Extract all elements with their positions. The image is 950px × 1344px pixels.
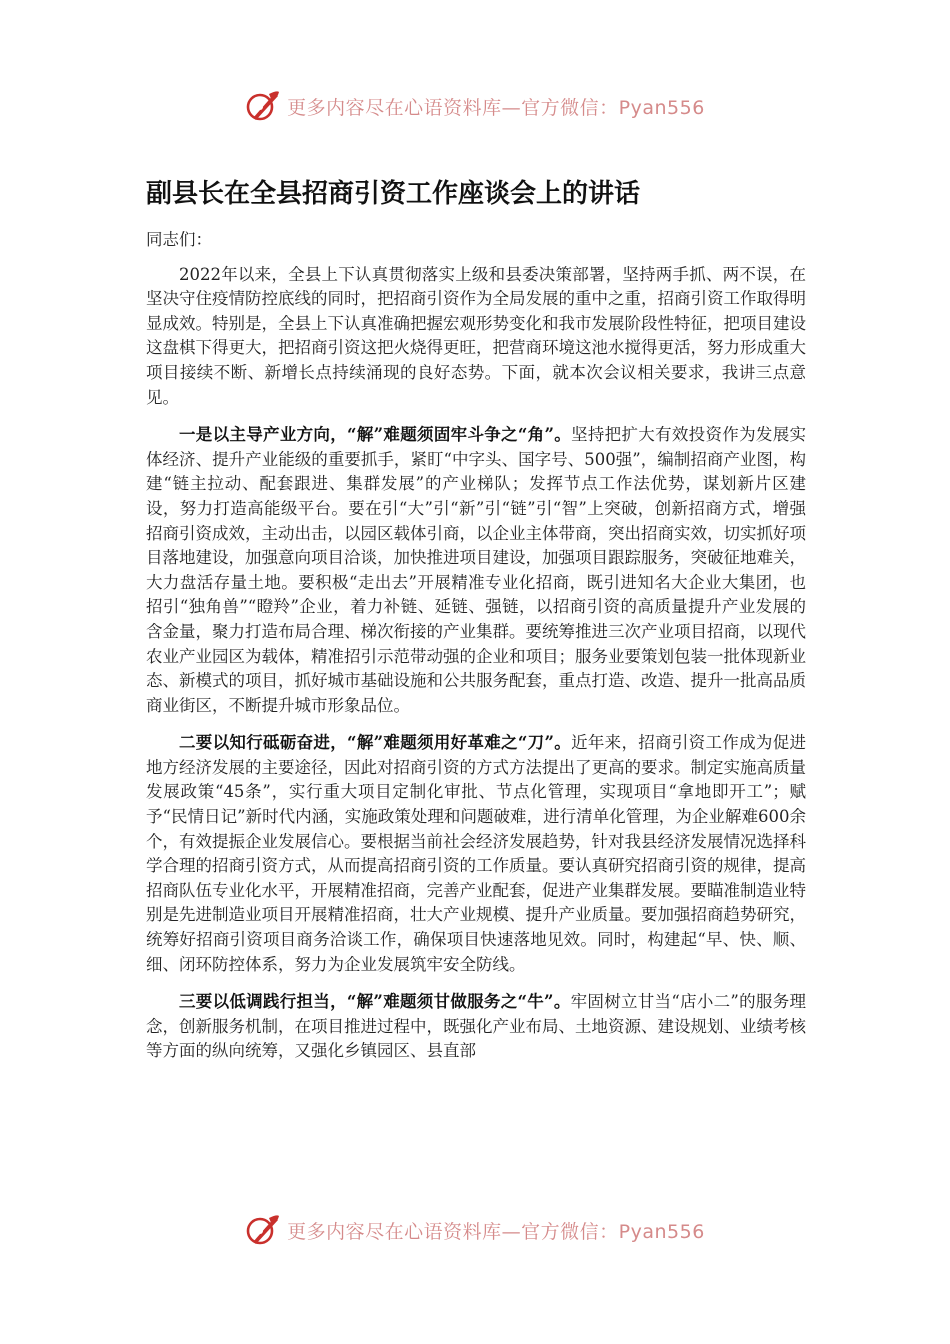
section-body-2: 近年来，招商引资工作成为促进地方经济发展的主要途径，因此对招商引资的方式方法提出了更高的要求。制定实施高质量发展政策“45条”，实行重大项目定制化审批、节点化管理，实现项目“拿地即开工”；赋予“民情日记”新时代内涵，实施政策处理和问题破难，进行清单化管理，为企业解难600余个，有效提振企业发展信心。要根据当前社会经济发展趋势，针对我县经济发展情况选择科学合理的招商引资方式，从而提高招商引资的工作质量。要认真研究招商引资的规律，提高招商队伍专业化水平，开展精准招商，完善产业配套，促进产业集群发展。要瞄准制造业特别是先进制造业项目开展精准招商，壮大产业规模、提升产业质量。要加强招商趋势研究，统筹好招商引资项目商务洽谈工作，确保项目快速落地见效。同时，构建起“早、快、顺、细、闭环防控体系，努力为企业发展筑牢安全防线。 (146, 733, 807, 974)
document-title: 副县长在全县招商引资工作座谈会上的讲话 (146, 179, 641, 209)
wechat-id: Pyan556 (618, 1220, 705, 1243)
quill-pen-logo-icon (245, 88, 281, 124)
watermark-text (287, 93, 705, 120)
watermark-label: 更多内容尽在心语资料库—官方微信： (287, 96, 619, 119)
quill-pen-logo-icon (245, 1212, 281, 1248)
section-paragraph-2 (146, 731, 806, 977)
section-heading-3: 三要以低调践行担当，“解”难题须甘做服务之“牛”。 (179, 992, 571, 1012)
watermark-label: 更多内容尽在心语资料库—官方微信： (287, 1220, 619, 1243)
watermark-text (287, 1217, 705, 1244)
section-paragraph-1 (146, 423, 806, 718)
salutation: 同志们： (146, 230, 212, 249)
watermark-banner-bottom (0, 1208, 950, 1252)
section-body-1: 坚持把扩大有效投资作为发展实体经济、提升产业能级的重要抓手，紧盯“中字头、国字号、500强”，编制招商产业图，构建“链主拉动、配套跟进、集群发展”的产业梯队；发挥节点工作法优势，谋划新片区建设，努力打造高能级平台。要在引“大”引“新”引“链”引“智”上突破，创新招商方式，增强招商引资成效，主动出击，以园区载体引商，以企业主体带商，突出招商实效，切实抓好项目落地建设，加强意向项目洽谈，加快推进项目建设，加强项目跟踪服务，突破征地难关，大力盘活存量土地。要积极“走出去”开展精准专业化招商，既引进知名大企业大集团，也招引“独角兽”“瞪羚”企业，着力补链、延链、强链，以招商引资的高质量提升产业发展的含金量，聚力打造布局合理、梯次衔接的产业集群。要统筹推进三次产业项目招商，以现代农业产业园区为载体，精准招引示范带动强的企业和项目；服务业要策划包装一批体现新业态、新模式的项目，抓好城市基础设施和公共服务配套，重点打造、改造、提升一批高品质商业街区，不断提升城市形象品位。 (146, 425, 807, 715)
section-paragraph-3 (146, 990, 806, 1064)
section-heading-2: 二要以知行砥砺奋进，“解”难题须用好革难之“刀”。 (179, 733, 572, 753)
wechat-id: Pyan556 (618, 96, 705, 119)
intro-paragraph: 2022年以来，全县上下认真贯彻落实上级和县委决策部署，坚持两手抓、两不误，在坚决守住疫情防控底线的同时，把招商引资作为全局发展的重中之重，招商引资工作取得明显成效。特别是，全县上下认真准确把握宏观形势变化和我市发展阶段性特征，把项目建设这盘棋下得更大，把招商引资这把火烧得更旺，把营商环境这池水搅得更活，努力形成重大项目接续不断、新增长点持续涌现的良好态势。下面，就本次会议相关要求，我讲三点意见。 (146, 264, 806, 407)
section-heading-1: 一是以主导产业方向，“解”难题须固牢斗争之“角”。 (179, 425, 572, 445)
document-body (146, 228, 806, 1077)
section-body-3: 牢固树立甘当“店小二”的服务理念，创新服务机制，在项目推进过程中，既强化产业布局、土地资源、建设规划、业绩考核等方面的纵向统筹，又强化乡镇园区、县直部 (146, 992, 807, 1061)
watermark-banner-top (0, 84, 950, 128)
